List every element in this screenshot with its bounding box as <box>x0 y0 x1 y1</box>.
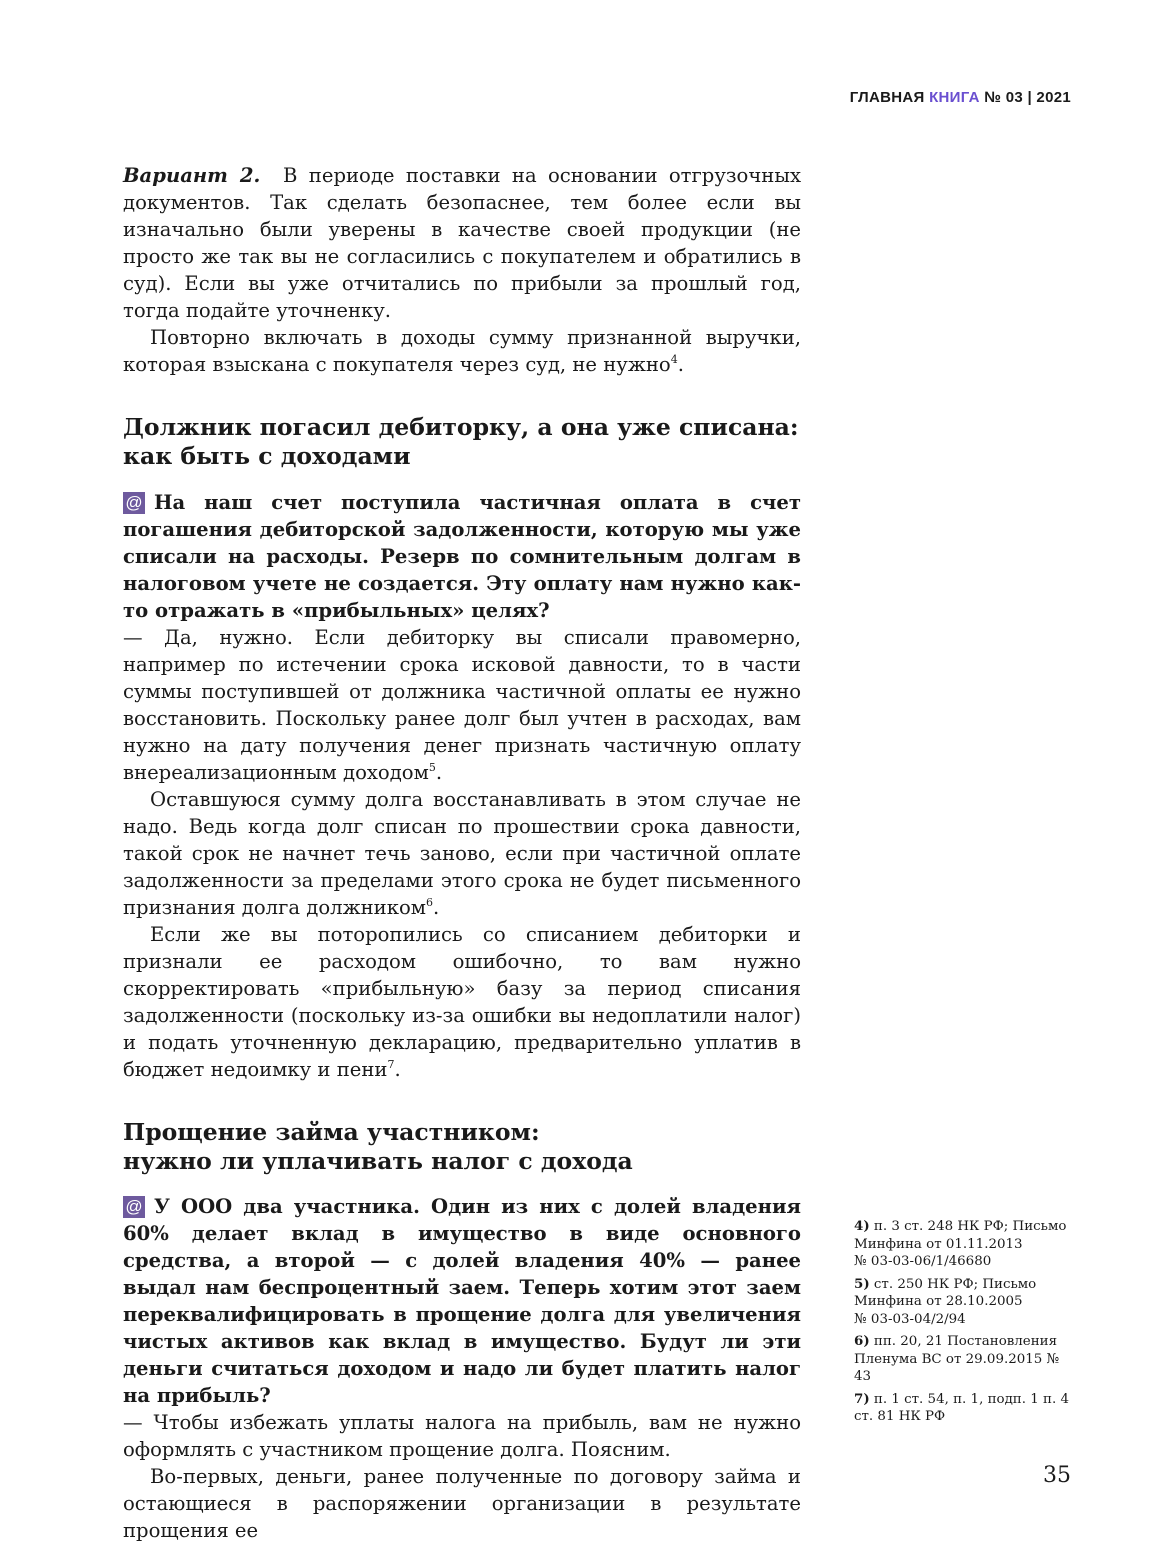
footnote-4: 4) п. 3 ст. 248 НК РФ; Письмо Минфина от 01.11.2013 № 03-03-06/1/46680 <box>854 1218 1067 1269</box>
question-2: @ У ООО два участника. Один из них с долей владения 60% делает вклад в имущество в виде основного средства, а второй — с долей владения 40% — ранее выдал нам беспроцентный заем. Теперь хотим этот заем переквалифицировать в прощение долга для увеличения чистых активов как вклад в имущество. Будут ли эти деньги считаться доходом и надо ли будет платить налог на прибыль? <box>123 1195 801 1407</box>
variant-label: Вариант 2. <box>123 164 261 187</box>
masthead-issue: № 03 | 2021 <box>984 89 1071 106</box>
intro-text-1: В периоде поставки на основании отгрузочных документов. Так сделать безопаснее, тем более если вы изначально были уверены в качестве своей продукции (не просто же так вы не согласились с покупателем и обратились в суд). Если вы уже отчитались по прибыли за прошлый год, тогда подайте уточненку. <box>123 164 801 322</box>
masthead-title-part2: КНИГА <box>929 89 980 106</box>
question-1: @ На наш счет поступила частичная оплата в счет погашения дебиторской задолженности, которую мы уже списали на расходы. Резерв по сомнительным долгам в налоговом учете не создается. Эту оплату нам нужно как-то отражать в «прибыльных» целях? <box>123 491 801 622</box>
answer-2: — Чтобы избежать уплаты налога на прибыль, вам не нужно оформлять с участником прощение долга. Поясним. <box>123 1411 801 1461</box>
footnotes-column <box>854 1218 1074 1431</box>
footnote-6: 6) пп. 20, 21 Постановления Пленума ВС от 29.09.2015 № 43 <box>854 1333 1060 1384</box>
footnote-ref-7[interactable]: 7 <box>387 1058 395 1071</box>
answer-1: — Да, нужно. Если дебиторку вы списали правомерно, например по истечении срока исковой давности, то в части суммы поступившей от должника частичной оплаты ее нужно восстановить. Поскольку ранее долг был учтен в расходах, вам нужно на дату получения денег признать частичную оплату внереализационным доходом$^5$. <box>123 626 801 784</box>
at-icon: @ <box>123 1196 145 1218</box>
footnote-7: 7) п. 1 ст. 54, п. 1, подп. 1 п. 4 ст. 81 НК РФ <box>854 1390 1069 1424</box>
section-heading-debtor: Должник погасил дебиторку, а она уже списана: как быть с доходами <box>123 413 799 470</box>
footnote-ref-6[interactable]: 6 <box>426 896 434 909</box>
intro-paragraph-1 <box>123 162 801 324</box>
section-heading-loan-forgiveness: Прощение займа участником: нужно ли уплачивать налог с дохода <box>123 1118 633 1175</box>
footnote-ref-4[interactable]: 4 <box>670 353 678 366</box>
section2-paragraph-2: Во-первых, деньги, ранее полученные по договору займа и остающиеся в распоряжении организации в результате прощения ее <box>123 1465 801 1542</box>
masthead-title-part1: ГЛАВНАЯ <box>849 89 925 106</box>
at-icon: @ <box>123 492 145 514</box>
journal-masthead <box>850 89 1071 106</box>
footnote-ref-5[interactable]: 5 <box>428 761 436 774</box>
section1-paragraph-2: Оставшуюся сумму долга восстанавливать в этом случае не надо. Ведь когда долг списан по прошествии срока давности, такой срок не начнет течь заново, если при частичной оплате задолженности за пределами этого срока не будет письменного признания долга должником$^6$. <box>123 788 801 919</box>
page-number: 35 <box>1043 1463 1071 1488</box>
article-body <box>123 162 801 1544</box>
section1-paragraph-3: Если же вы поторопились со списанием дебиторки и признали ее расходом ошибочно, то вам нужно скорректировать «прибыльную» базу за период списания задолженности (поскольку из-за ошибки вы недоплатили налог) и подать уточненную декларацию, предварительно уплатив в бюджет недоимку и пени$^7$. <box>123 923 801 1081</box>
footnote-5: 5) ст. 250 НК РФ; Письмо Минфина от 28.10.2005 № 03-03-04/2/94 <box>854 1275 1037 1327</box>
intro-paragraph-2: Повторно включать в доходы сумму признанной выручки, которая взыскана с покупателя через суд, не нужно$^4$. <box>123 326 801 376</box>
